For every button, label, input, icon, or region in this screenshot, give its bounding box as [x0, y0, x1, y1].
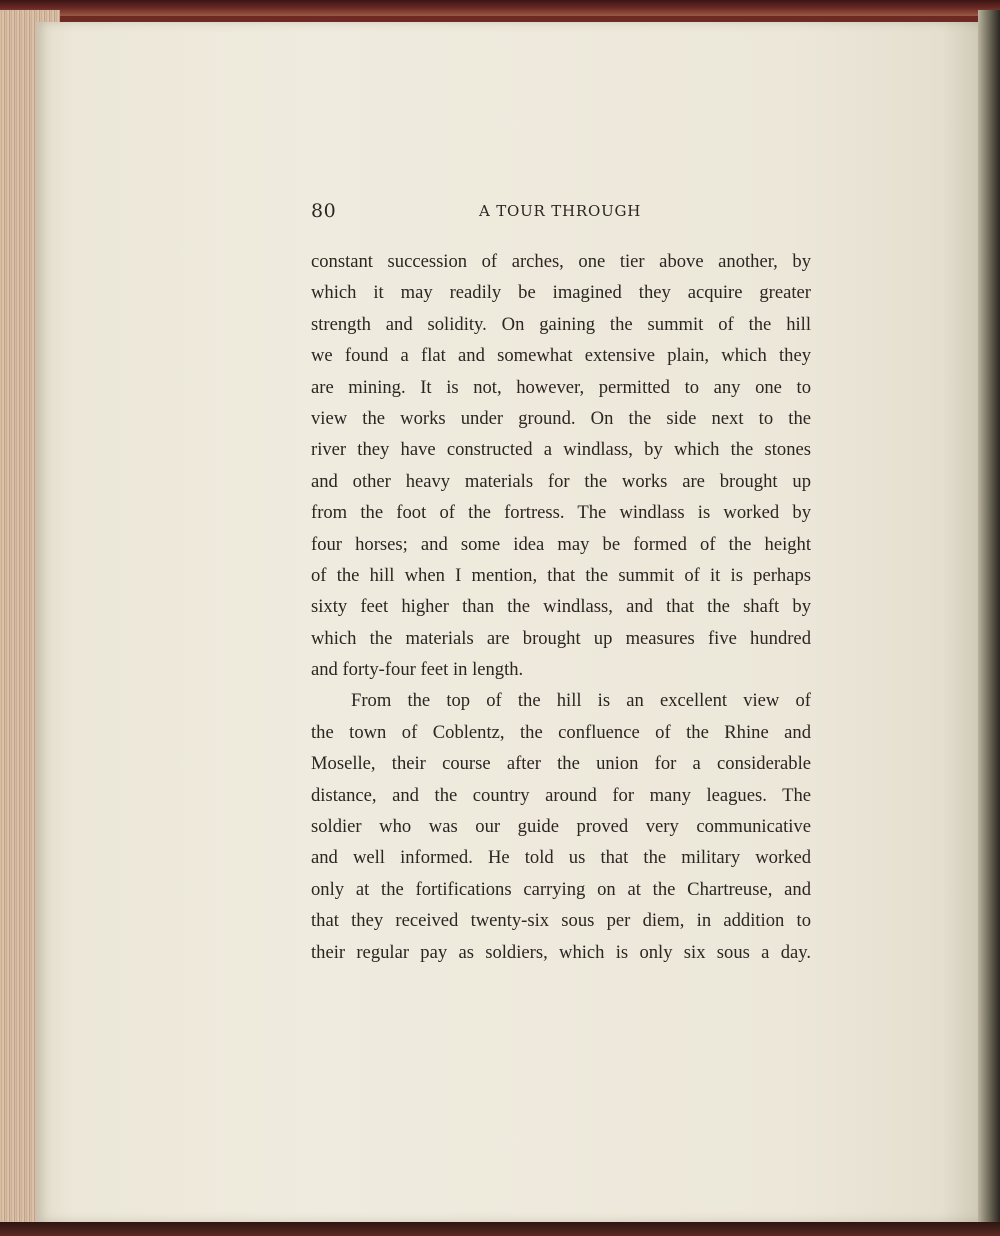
- text-line: their regular pay as soldiers, which is only six sous a day.: [311, 941, 811, 963]
- text-line: and other heavy materials for the works are brought up: [311, 470, 811, 492]
- page-header: [311, 200, 811, 230]
- text-line: and well informed. He told us that the military worked: [311, 847, 811, 869]
- text-line: only at the fortifications carrying on at the Chartreuse, and: [311, 878, 811, 900]
- text-line: constant succession of arches, one tier above another, by: [311, 251, 811, 272]
- text-line: which it may readily be imagined they acquire greater: [311, 282, 811, 304]
- text-line: soldier who was our guide proved very communicative: [311, 816, 811, 838]
- text-line: Moselle, their course after the union for a considerable: [311, 753, 811, 775]
- book-cover-bottom-edge: [0, 1222, 1000, 1236]
- text-line: from the foot of the fortress. The windlass is worked by: [311, 502, 811, 524]
- text-line: river they have constructed a windlass, by which the stones: [311, 439, 811, 461]
- text-line: and forty-four feet in length.: [311, 659, 524, 681]
- body-text: [311, 246, 811, 968]
- text-line: the town of Coblentz, the confluence of the Rhine and: [311, 721, 811, 743]
- running-title: A TOUR THROUGH: [479, 202, 642, 220]
- page-number: 80: [311, 200, 337, 222]
- text-line: strength and solidity. On gaining the summit of the hill: [311, 313, 811, 335]
- text-line: we found a flat and somewhat extensive plain, which they: [311, 345, 811, 367]
- text-line: of the hill when I mention, that the summit of it is perhaps: [311, 564, 811, 586]
- paragraph-start-line: From the top of the hill is an excellent view of: [351, 690, 811, 712]
- text-line: which the materials are brought up measures five hundred: [311, 627, 811, 649]
- book-cover-top-edge: [0, 0, 1000, 16]
- book-gutter-edge: [978, 10, 1000, 1236]
- text-line: view the works under ground. On the side next to the: [311, 407, 811, 429]
- text-line: sixty feet higher than the windlass, and that the shaft by: [311, 596, 811, 618]
- text-line: four horses; and some idea may be formed of the height: [311, 533, 811, 555]
- text-line: distance, and the country around for many leagues. The: [311, 784, 811, 806]
- text-line: that they received twenty-six sous per diem, in addition to: [311, 910, 811, 932]
- text-line: are mining. It is not, however, permitted to any one to: [311, 376, 811, 398]
